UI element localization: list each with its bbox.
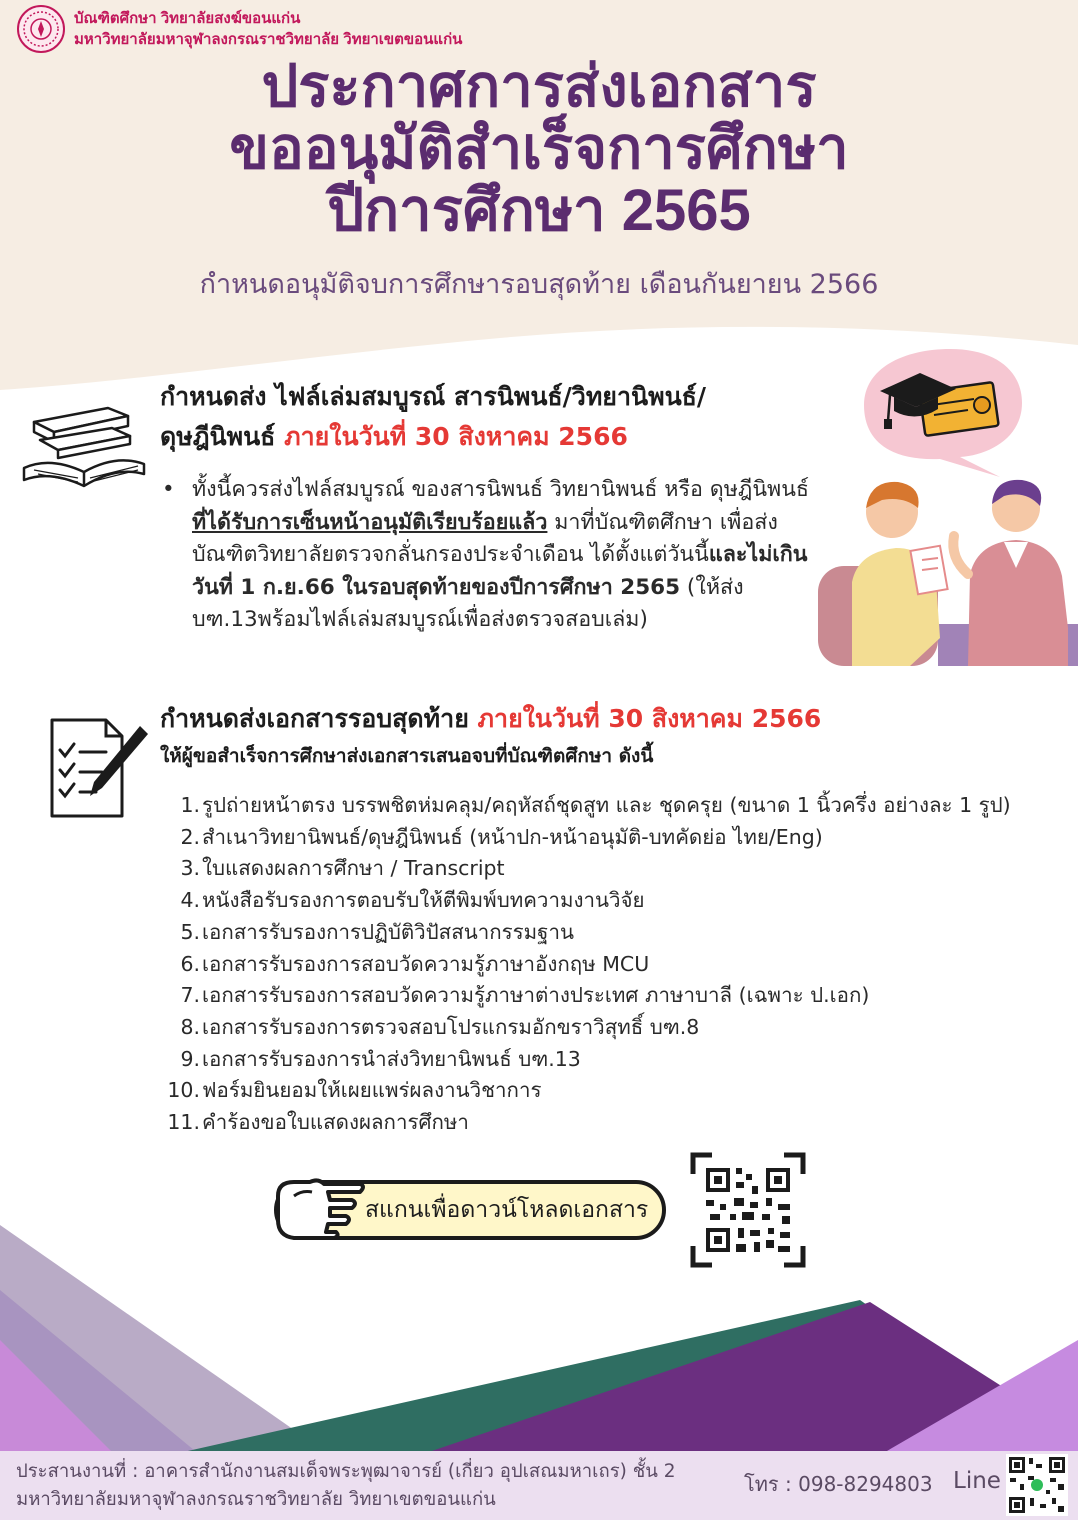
- section1-heading: [160, 377, 810, 457]
- item-number: 9.: [180, 1046, 200, 1071]
- people-talking-illustration: [818, 478, 1078, 666]
- org-line-2: มหาวิทยาลัยมหาจุฬาลงกรณราชวิทยาลัย วิทยาเขตขอนแก่น: [74, 31, 463, 48]
- checklist-pen-icon: [48, 716, 150, 820]
- page-subtitle: กำหนดอนุมัติจบการศึกษารอบสุดท้าย เดือนกันยายน 2566: [199, 269, 879, 300]
- university-seal-icon: [16, 4, 66, 54]
- item-number: 1.: [180, 793, 200, 817]
- item-text: เอกสารรับรองการสอบวัดความรู้ภาษาอังกฤษ MCU: [202, 951, 650, 976]
- item-number: 2.: [180, 824, 200, 849]
- list-item: [160, 853, 1060, 885]
- qr-code-icon[interactable]: [690, 1152, 806, 1268]
- address-line-1: ประสานงานที่ : อาคารสำนักงานสมเด็จพระพุฒาจารย์ (เกี่ยว อุปเสณมหาเถร) ชั้น 2: [16, 1461, 676, 1482]
- list-item: [160, 885, 1060, 917]
- section2-heading-text: กำหนดส่งเอกสารรอบสุดท้าย: [160, 704, 478, 733]
- books-icon: [20, 400, 150, 492]
- graduation-bubble-illustration: [850, 345, 1025, 480]
- item-text: ฟอร์มยินยอมให้เผยแพร่ผลงานวิชาการ: [202, 1078, 542, 1103]
- footer-address: [16, 1458, 676, 1514]
- section2-subheading: ให้ผู้ขอสำเร็จการศึกษาส่งเอกสารเสนอจบที่บัณฑิตศึกษา ดังนี้: [160, 745, 654, 767]
- section1-bullet: [162, 474, 822, 637]
- section1-deadline: ภายในวันที่ 30 สิงหาคม 2566: [284, 422, 628, 451]
- section1-heading-b: ดุษฎีนิพนธ์: [160, 422, 285, 451]
- list-item: [160, 917, 1060, 949]
- section2-deadline: ภายในวันที่ 30 สิงหาคม 2566: [477, 704, 822, 733]
- item-text: ใบแสดงผลการศึกษา / Transcript: [202, 856, 505, 881]
- item-text: เอกสารรับรองการตรวจสอบโปรแกรมอักขราวิสุทธิ์ บฑ.8: [202, 1014, 700, 1039]
- footer-phone[interactable]: โทร : 098-8294803: [744, 1472, 933, 1496]
- bullet-part-1: ทั้งนี้ควรส่งไฟล์สมบูรณ์ ของสารนิพนธ์ วิทยานิพนธ์ หรือ ดุษฎีนิพนธ์: [192, 477, 810, 502]
- required-documents-list: [160, 790, 1060, 1139]
- title-line-2: ขออนุมัติสำเร็จการศึกษา: [229, 116, 849, 181]
- bullet-underlined: ที่ได้รับการเซ็นหน้าอนุมัติเรียบร้อยแล้ว: [192, 509, 548, 535]
- line-qr-code-icon[interactable]: [1006, 1454, 1068, 1516]
- bullet-part-2: มาที่บัณฑิตศึกษา เพื่อส่งบัณฑิตวิทยาลัยตรวจกลั่นกรองประจำเดือน ได้ตั้งแต่วันนี้: [192, 509, 778, 567]
- list-item: [160, 1075, 1060, 1107]
- item-text: คำร้องขอใบแสดงผลการศึกษา: [202, 1110, 469, 1135]
- decorative-triangles: [0, 1210, 1078, 1455]
- item-text: เอกสารรับรองการปฏิบัติวิปัสสนากรรมฐาน: [202, 919, 575, 944]
- scan-label: สแกนเพื่อดาวน์โหลดเอกสาร: [365, 1197, 649, 1223]
- header: [16, 4, 462, 54]
- list-item: [160, 790, 1060, 822]
- bullet-bold: และไม่เกินวันที่ 1 ก.ย.66 ในรอบสุดท้ายของปีการศึกษา 2565: [192, 542, 808, 600]
- footer-line-label: Line: [953, 1468, 1001, 1494]
- pointing-hand-icon: [272, 1176, 368, 1244]
- section1-heading-a: กำหนดส่ง ไฟล์เล่มสมบูรณ์ สารนิพนธ์/วิทยานิพนธ์/: [160, 382, 707, 411]
- title-line-3: ปีการศึกษา 2565: [327, 178, 751, 243]
- item-number: 5.: [180, 919, 200, 944]
- item-text: หนังสือรับรองการตอบรับให้ตีพิมพ์บทความงานวิจัย: [202, 888, 645, 913]
- address-line-2: มหาวิทยาลัยมหาจุฬาลงกรณราชวิทยาลัย วิทยาเขตขอนแก่น: [16, 1489, 496, 1510]
- list-item: [160, 980, 1060, 1012]
- list-item: [160, 822, 1060, 854]
- item-text: สำเนาวิทยานิพนธ์/ดุษฎีนิพนธ์ (หน้าปก-หน้าอนุมัติ-บทคัดย่อ ไทย/Eng): [202, 824, 823, 849]
- page-title: [0, 56, 1078, 242]
- list-item: [160, 949, 1060, 981]
- item-number: 7.: [180, 983, 200, 1008]
- item-number: 8.: [180, 1014, 200, 1039]
- list-item: [160, 1012, 1060, 1044]
- item-number: 11.: [167, 1110, 200, 1135]
- bullet-text: [162, 474, 822, 637]
- bullet-dot: •: [162, 477, 175, 502]
- bullet-part-3: (ให้ส่งบฑ.13พร้อมไฟล์เล่มสมบูรณ์เพื่อส่งตรวจสอบเล่ม): [192, 574, 744, 632]
- list-item: [160, 1107, 1060, 1139]
- title-line-1: ประกาศการส่งเอกสาร: [261, 54, 817, 119]
- organization-name: [74, 8, 462, 50]
- item-number: 4.: [180, 888, 200, 913]
- item-text: รูปถ่ายหน้าตรง บรรพชิตห่มคลุม/คฤหัสถ์ชุดสูท และ ชุดครุย (ขนาด 1 นิ้วครึ่ง อย่างละ 1 รูป): [202, 793, 1011, 817]
- section2-heading: [160, 700, 821, 738]
- item-text: เอกสารรับรองการสอบวัดความรู้ภาษาต่างประเทศ ภาษาบาลี (เฉพาะ ป.เอก): [202, 983, 870, 1008]
- item-number: 6.: [180, 951, 200, 976]
- item-text: เอกสารรับรองการนำส่งวิทยานิพนธ์ บฑ.13: [202, 1046, 581, 1071]
- item-number: 10.: [167, 1078, 200, 1103]
- item-number: 3.: [180, 856, 200, 881]
- list-item: [160, 1044, 1060, 1076]
- org-line-1: บัณฑิตศึกษา วิทยาลัยสงฆ์ขอนแก่น: [74, 10, 301, 27]
